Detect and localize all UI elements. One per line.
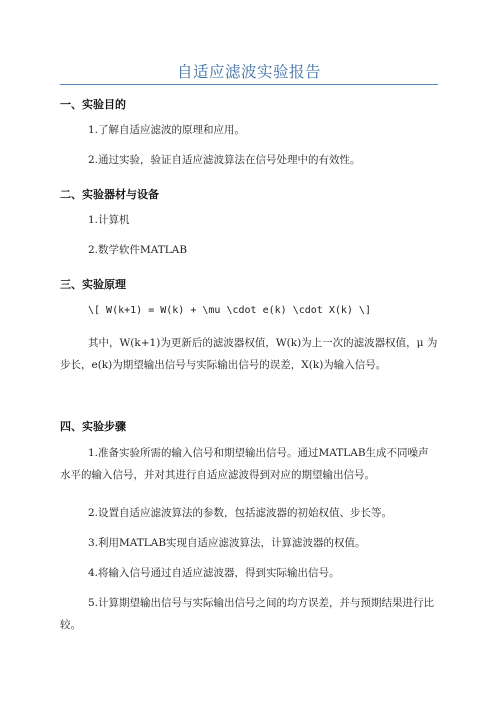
paragraph: 2.通过实验，验证自适应滤波算法在信号处理中的有效性。 [88,154,361,166]
section-heading-equipment: 二、实验器材与设备 [60,188,159,201]
document-title: 自适应滤波实验报告 [176,63,321,81]
section-heading-purpose: 一、实验目的 [60,98,126,111]
paragraph: 2.设置自适应滤波算法的参数，包括滤波器的初始权值、步长等。 [88,507,393,519]
section-heading-steps: 四、实验步骤 [60,420,126,433]
formula: \[ W(k+1) = W(k) + \mu \cdot e(k) \cdot X(k) \] [88,305,371,316]
section-heading-principle: 三、实验原理 [60,278,126,291]
paragraph: 其中，W(k+1)为更新后的滤波器权值，W(k)为上一次的滤波器权值，μ 为步长，e(k)为期望输出信号与实际输出信号的误差，X(k)为输入信号。 [60,337,438,371]
paragraph: 1.了解自适应滤波的原理和应用。 [88,124,246,136]
title-underline [60,84,438,85]
paragraph: 1.计算机 [88,214,130,226]
paragraph: 4.将输入信号通过自适应滤波器，得到实际输出信号。 [88,567,340,579]
paragraph: 5.计算期望输出信号与实际输出信号之间的均方误差，并与预期结果进行比较。 [60,597,435,631]
paragraph: 3.利用MATLAB实现自适应滤波算法，计算滤波器的权值。 [88,537,366,549]
paragraph: 2.数学软件MATLAB [88,244,188,256]
paragraph: 1.准备实验所需的输入信号和期望输出信号。通过MATLAB生成不同噪声水平的输入信号，并对其进行自适应滤波得到对应的期望输出信号。 [60,447,429,481]
